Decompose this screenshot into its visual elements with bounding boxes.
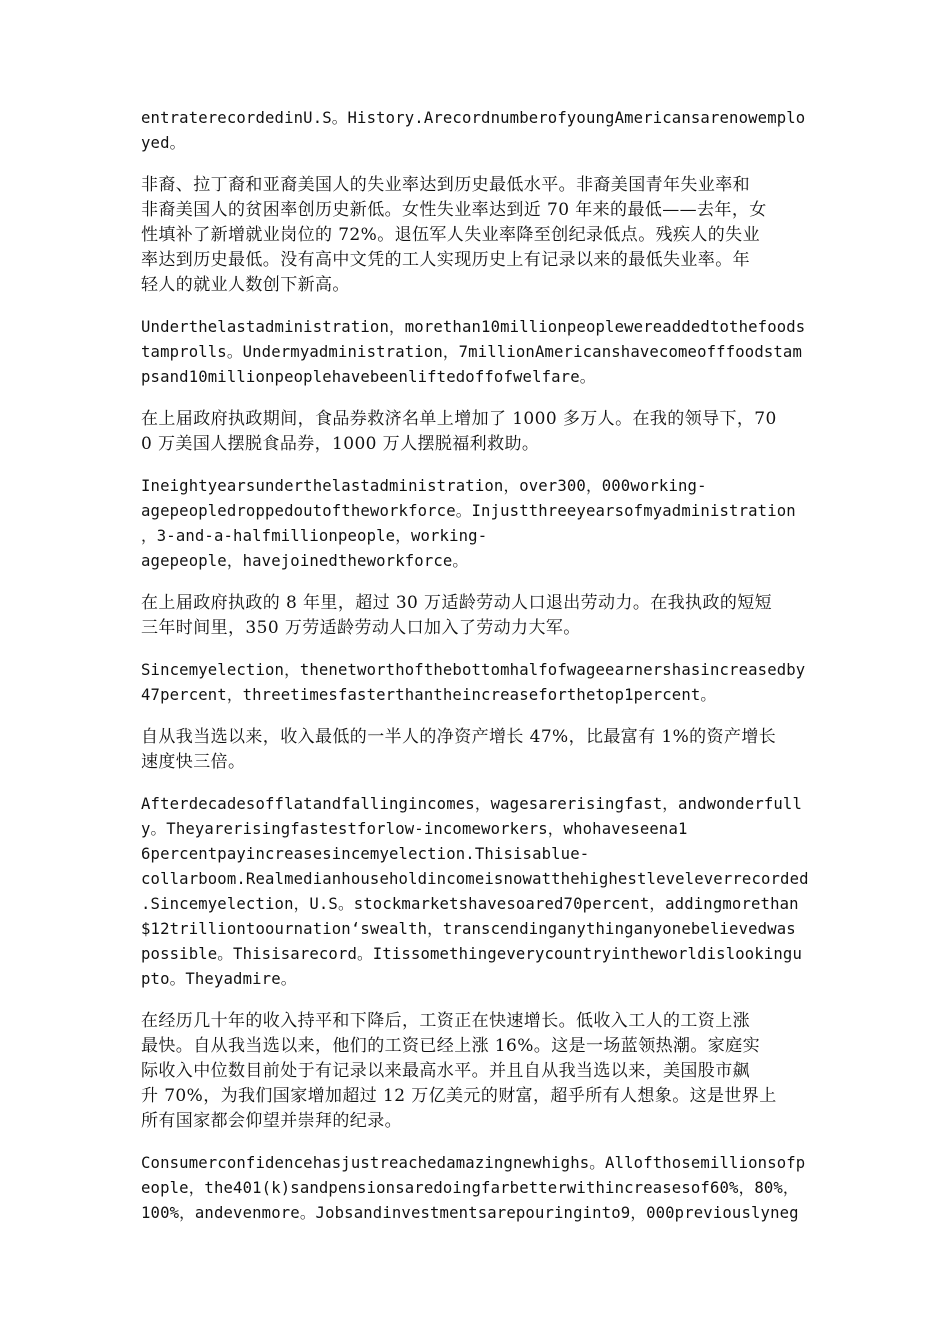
- text-line: tamprolls。Undermyadministration，7millionAmericanshavecomeofffoodstam: [141, 343, 803, 361]
- text-line: 非裔、拉丁裔和亚裔美国人的失业率达到历史最低水平。非裔美国青年失业率和: [141, 175, 750, 195]
- text-line: Consumerconfidencehasjustreachedamazingnewhighs。Allofthosemillionsofp: [141, 1154, 806, 1172]
- text-line: 最快。自从我当选以来，他们的工资已经上涨 16%。这是一场蓝领热潮。家庭实: [141, 1036, 760, 1056]
- text-line: 在上届政府执政的 8 年里，超过 30 万适龄劳动人口退出劳动力。在我执政的短短: [141, 593, 773, 613]
- text-line: agepeopledroppedoutoftheworkforce。Injustthreeyearsofmyadministration: [141, 502, 796, 520]
- text-line: y。Theyarerisingfastestforlow-incomeworkers，whohaveseena1: [141, 820, 688, 838]
- text-line: 0 万美国人摆脱食品券，1000 万人摆脱福利救助。: [141, 434, 540, 454]
- text-line: 三年时间里，350 万劳适龄劳动人口加入了劳动力大军。: [141, 618, 581, 638]
- text-line: .Sincemyelection，U.S。stockmarketshavesoared70percent，addingmorethan: [141, 895, 799, 913]
- text-line: 性填补了新增就业岗位的 72%。退伍军人失业率降至创纪录低点。残疾人的失业: [141, 225, 760, 245]
- text-line: agepeople，havejoinedtheworkforce。: [141, 552, 469, 570]
- text-line: eople，the401(k)sandpensionsaredoingfarbetterwithincreasesof60%，80%，: [141, 1179, 799, 1197]
- document-page: [141, 106, 817, 1226]
- text-line: Ineightyearsunderthelastadministration，over300，000working-: [141, 477, 707, 495]
- text-line: 所有国家都会仰望并崇拜的纪录。: [141, 1111, 402, 1131]
- text-line: possible。Thisisarecord。Itissomethingeverycountryintheworldislookingu: [141, 945, 803, 963]
- text-line: yed。: [141, 134, 186, 152]
- paragraph-zh-workforce: [141, 591, 817, 641]
- text-line: 6percentpayincreasesincemyelection.Thisisablue-: [141, 845, 590, 863]
- paragraph-en-unemployment-record: [141, 106, 817, 156]
- text-line: Afterdecadesofflatandfallingincomes，wagesarerisingfast，andwonderfull: [141, 795, 803, 813]
- paragraph-en-workforce: [141, 474, 817, 574]
- text-line: 自从我当选以来，收入最低的一半人的净资产增长 47%，比最富有 1%的资产增长: [141, 727, 777, 747]
- paragraph-en-consumer-confidence: [141, 1151, 817, 1226]
- paragraph-en-food-stamps: [141, 315, 817, 390]
- text-line: 47percent，threetimesfasterthantheincreaseforthetop1percent。: [141, 686, 717, 704]
- text-line: 轻人的就业人数创下新高。: [141, 275, 350, 295]
- text-line: 速度快三倍。: [141, 752, 246, 772]
- text-line: Sincemyelection，thenetworthofthebottomhalfofwageearnershasincreasedby: [141, 661, 806, 679]
- text-line: psand10millionpeoplehavebeenliftedoffofwelfare。: [141, 368, 596, 386]
- text-line: 在经历几十年的收入持平和下降后，工资正在快速增长。低收入工人的工资上涨: [141, 1011, 750, 1031]
- paragraph-zh-food-stamps: [141, 407, 817, 457]
- text-line: 非裔美国人的贫困率创历史新低。女性失业率达到近 70 年来的最低——去年，女: [141, 200, 767, 220]
- text-line: ，3-and-a-halfmillionpeople，working-: [141, 527, 488, 545]
- text-line: entraterecordedinU.S。History.ArecordnumberofyoungAmericansarenowemplo: [141, 109, 806, 127]
- text-line: pto。Theyadmire。: [141, 970, 297, 988]
- text-line: 际收入中位数目前处于有记录以来最高水平。并且自从我当选以来，美国股市飙: [141, 1061, 750, 1081]
- text-line: 100%，andevenmore。Jobsandinvestmentsarepouringinto9，000previouslyneg: [141, 1204, 799, 1222]
- text-line: collarboom.Realmedianhouseholdincomeisnowatthehighestleveleverrecorded: [141, 870, 809, 888]
- paragraph-en-wages: [141, 792, 817, 992]
- paragraph-zh-unemployment-record: [141, 173, 817, 298]
- text-line: 升 70%，为我们国家增加超过 12 万亿美元的财富，超乎所有人想象。这是世界上: [141, 1086, 777, 1106]
- text-line: 率达到历史最低。没有高中文凭的工人实现历史上有记录以来的最低失业率。年: [141, 250, 750, 270]
- paragraph-en-net-worth: [141, 658, 817, 708]
- text-line: Underthelastadministration，morethan10millionpeoplewereaddedtothefoods: [141, 318, 806, 336]
- paragraph-zh-net-worth: [141, 725, 817, 775]
- text-line: 在上届政府执政期间，食品券救济名单上增加了 1000 多万人。在我的领导下，70: [141, 409, 777, 429]
- text-line: $12trilliontoournation‘swealth，transcendinganythinganyonebelievedwas: [141, 920, 796, 938]
- paragraph-zh-wages: [141, 1009, 817, 1134]
